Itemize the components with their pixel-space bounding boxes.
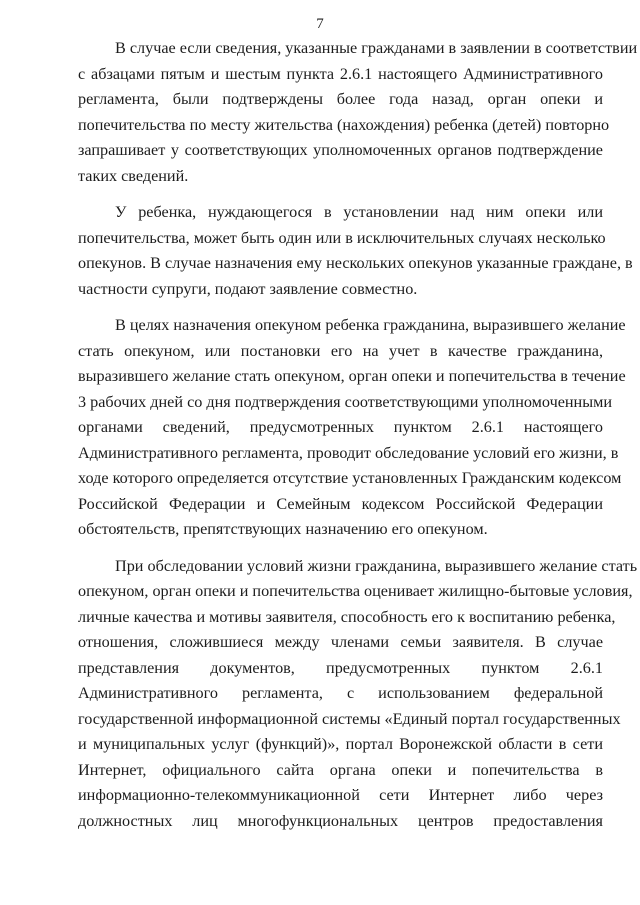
text-line: опекунов. В случае назначения ему нескольких опекунов указанные граждане, в [78, 254, 633, 272]
text-line: Интернет, официального сайта органа опеки и попечительства в [78, 760, 603, 779]
text-line: таких сведений. [78, 166, 189, 185]
text-line: Административного регламента, с использованием федеральной [78, 684, 603, 702]
paragraph [78, 36, 638, 189]
text-line: органами сведений, предусмотренных пунктом 2.6.1 настоящего [78, 418, 603, 436]
text-line: личные качества и мотивы заявителя, способность его к воспитанию ребенка, [78, 607, 616, 626]
text-line: государственной информационной системы «Единый портал государственных [78, 709, 621, 728]
text-line: обстоятельств, препятствующих назначению его опекуном. [78, 520, 488, 538]
page-number: 7 [316, 16, 324, 32]
text-line: запрашивает у соответствующих уполномоченных органов подтверждение [78, 141, 603, 159]
text-line: У ребенка, нуждающегося в установлении над ним опеки или [115, 203, 603, 221]
text-line: В целях назначения опекуном ребенка гражданина, выразившего желание [115, 316, 626, 334]
text-line: представления документов, предусмотренных пунктом 2.6.1 [78, 658, 603, 677]
text-line: частности супруги, подают заявление совместно. [78, 279, 418, 298]
text-line: попечительства, может быть один или в исключительных случаях несколько [78, 228, 606, 247]
text-line: информационно-телекоммуникационной сети Интернет либо через [78, 786, 603, 804]
text-line: При обследовании условий жизни гражданина, выразившего желание стать [115, 556, 638, 575]
text-line: В случае если сведения, указанные гражданами в заявлении в соответствии [115, 39, 638, 57]
paragraph [78, 200, 633, 302]
text-line: отношения, сложившиеся между членами семьи заявителя. В случае [78, 633, 603, 651]
paragraph [78, 554, 638, 835]
text-line: 3 рабочих дней со дня подтверждения соответствующими уполномоченными [78, 392, 613, 411]
text-line: должностных лиц многофункциональных центров предоставления [78, 811, 603, 830]
text-line: с абзацами пятым и шестым пункта 2.6.1 настоящего Административного [78, 64, 603, 83]
text-line: ходе которого определяется отсутствие установленных Гражданским кодексом [78, 469, 622, 487]
paragraph [78, 313, 626, 543]
text-line: Российской Федерации и Семейным кодексом Российской Федерации [78, 494, 603, 513]
text-line: и муниципальных услуг (функций)», портал Воронежской области в сети [78, 735, 603, 753]
text-line: попечительства по месту жительства (нахождения) ребенка (детей) повторно [78, 115, 610, 134]
document-body [78, 36, 638, 845]
text-line: выразившего желание стать опекуном, орган опеки и попечительства в течение [78, 367, 626, 385]
text-line: Административного регламента, проводит обследование условий его жизни, в [78, 443, 619, 462]
text-line: стать опекуном, или постановки его на учет в качестве гражданина, [78, 341, 603, 360]
text-line: регламента, были подтверждены более года назад, орган опеки и [78, 90, 603, 108]
text-line: опекуном, орган опеки и попечительства оценивает жилищно-бытовые условия, [78, 582, 633, 600]
